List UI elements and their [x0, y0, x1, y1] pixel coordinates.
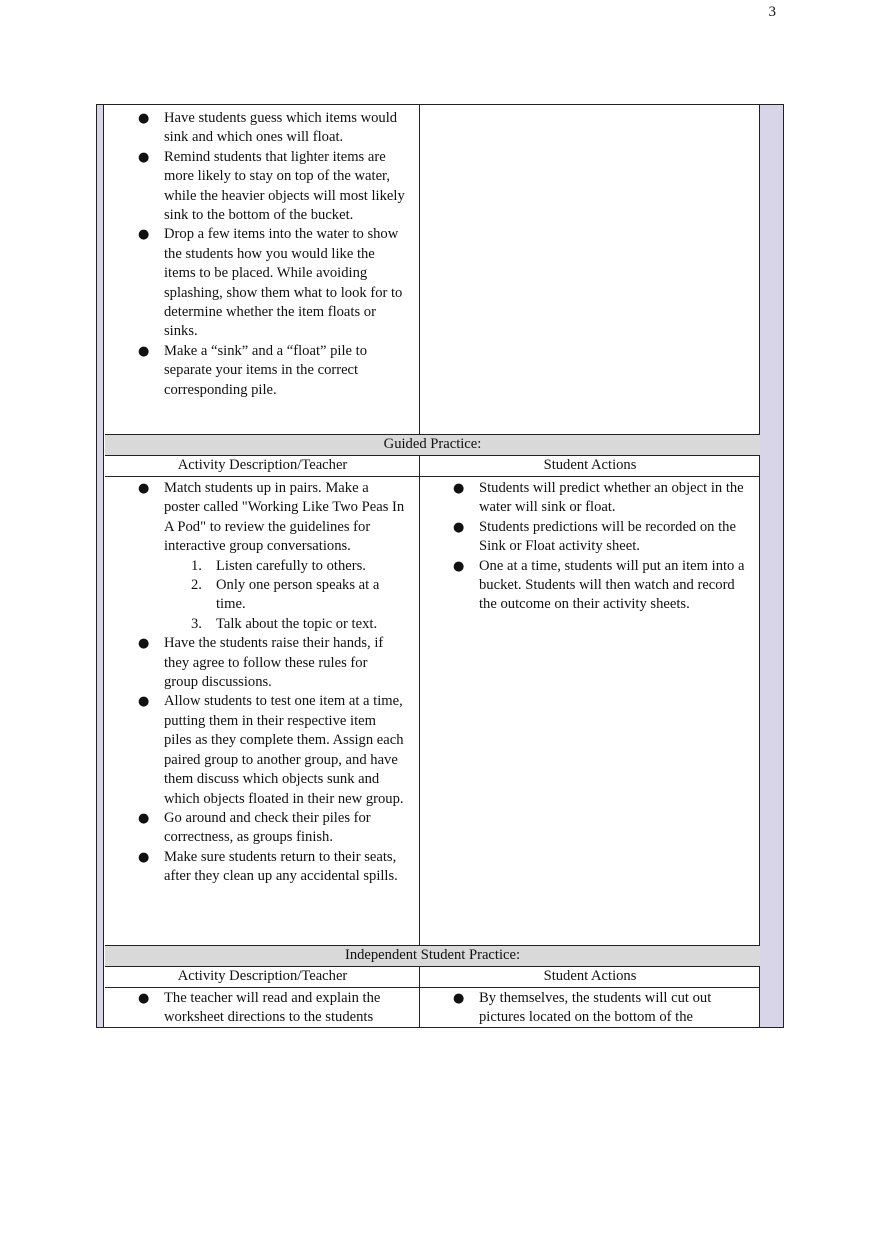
rule-item	[105, 557, 400, 576]
list-item: ● Students will predict whether an object in the water will sink or float.	[420, 479, 750, 518]
guided-col-student-header: Student Actions	[543, 457, 637, 473]
list-item: ● One at a time, students will put an item into a bucket. Students will then watch and record the outcome on their activity sheets.	[420, 557, 750, 615]
row-divider	[105, 476, 760, 477]
list-item: ● Match students up in pairs. Make a poster called "Working Like Two Peas In A Pod" to review the guidelines for interactive group conversations.	[105, 479, 405, 557]
independent-col-teacher-header: Activity Description/Teacher	[177, 968, 348, 984]
lesson-plan-table	[96, 104, 784, 1028]
list-item: ● Make sure students return to their seats, after they clean up any accidental spills.	[105, 848, 405, 887]
rule-number: 2.	[191, 577, 202, 594]
list-item: ● Go around and check their piles for correctness, as groups finish.	[105, 809, 405, 848]
column-divider	[419, 105, 420, 435]
independent-practice-heading: Independent Student Practice:	[105, 945, 760, 967]
rule-text: Talk about the topic or text.	[216, 615, 378, 632]
list-item: ● Have students guess which items would sink and which ones will float.	[105, 109, 405, 148]
rule-text: Only one person speaks at a time.	[216, 577, 380, 613]
independent-teacher-cell	[105, 989, 420, 1027]
guided-teacher-cell	[105, 479, 420, 944]
guided-practice-heading: Guided Practice:	[105, 434, 760, 456]
list-item: ● Allow students to test one item at a time, putting them in their respective item piles as they complete them. Assign each paired group to another group, and have them discuss which objects sunk and which objects floated in their new group.	[105, 692, 405, 808]
rule-text: Listen carefully to others.	[216, 557, 366, 574]
independent-student-cell	[420, 989, 758, 1027]
guided-col-teacher-header: Activity Description/Teacher	[177, 457, 348, 473]
rule-number: 3.	[191, 615, 202, 632]
list-item: ● Have the students raise their hands, if they agree to follow these rules for group discussions.	[105, 634, 405, 692]
list-item: ● The teacher will read and explain the worksheet directions to the students	[105, 989, 405, 1027]
list-item: ● Remind students that lighter items are more likely to stay on top of the water, while the heavier objects will most likely sink to the bottom of the bucket.	[105, 148, 405, 226]
list-item: ● By themselves, the students will cut out pictures located on the bottom of the	[420, 989, 740, 1027]
rule-item	[105, 615, 400, 634]
left-shaded-margin	[97, 105, 104, 1027]
list-item: ● Students predictions will be recorded on the Sink or Float activity sheet.	[420, 518, 750, 557]
independent-col-student-header: Student Actions	[543, 968, 637, 984]
right-shaded-margin	[759, 105, 783, 1027]
guided-student-cell	[420, 479, 758, 779]
page-number: 3	[768, 4, 776, 20]
rule-item	[105, 576, 400, 615]
top-teacher-cell	[105, 109, 420, 434]
list-item: ● Make a “sink” and a “float” pile to separate your items in the correct corresponding pile.	[105, 342, 405, 400]
rule-number: 1.	[191, 557, 202, 574]
list-item: ● Drop a few items into the water to show the students how you would like the items to be placed. While avoiding splashing, show them what to look for to determine whether the item floats or sinks.	[105, 225, 405, 341]
